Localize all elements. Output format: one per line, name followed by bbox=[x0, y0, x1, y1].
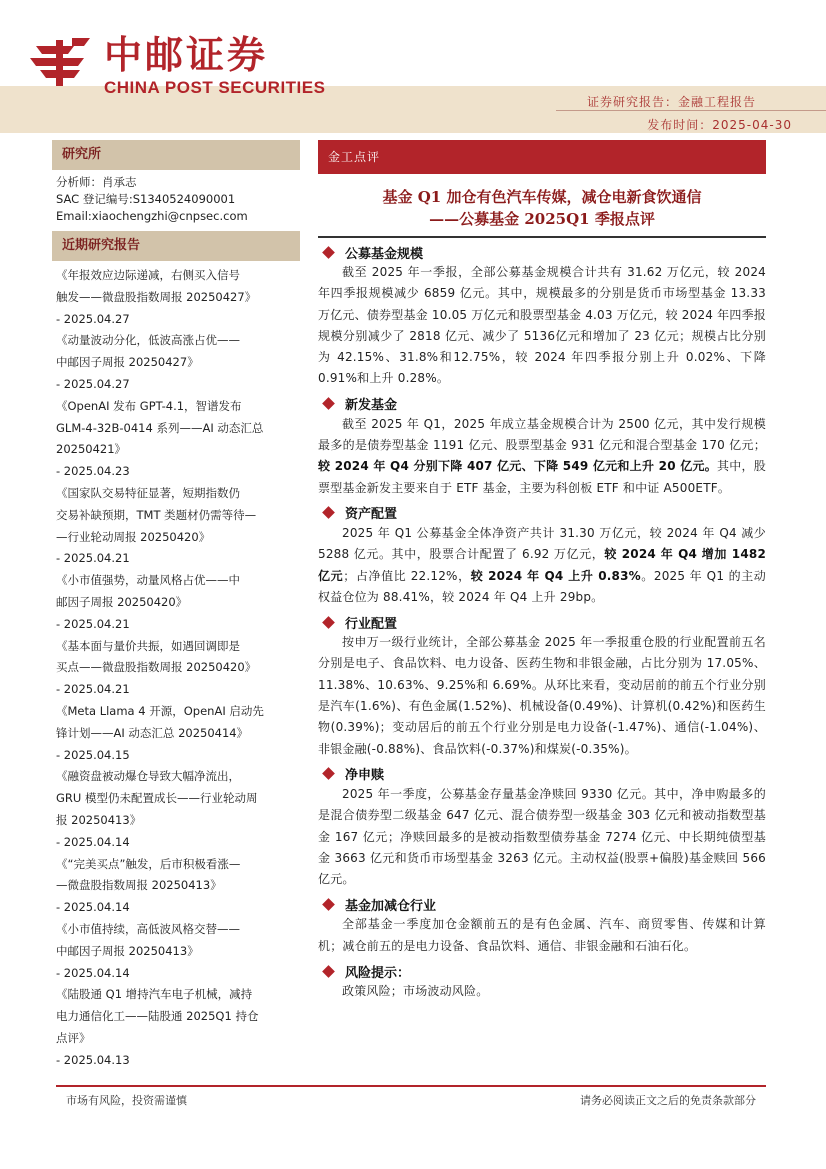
analyst-info bbox=[52, 170, 300, 231]
brand-name-cn: 中邮证券 bbox=[104, 32, 269, 77]
section-position-changes bbox=[318, 894, 766, 957]
report-title: 《基本面与量价共振，如遇回调即是 买点——微盘股指数周报 20250420》 bbox=[56, 638, 257, 675]
section-heading: 风险提示： bbox=[345, 965, 411, 981]
section-heading: 净申赎 bbox=[345, 768, 385, 784]
diamond-bullet-icon bbox=[322, 768, 335, 781]
section-heading: 公募基金规模 bbox=[345, 246, 424, 262]
report-title: 《小市值强势，动量风格占优——中 邮因子周报 20250420》 bbox=[56, 573, 240, 609]
list-item[interactable] bbox=[56, 766, 300, 853]
footer-disclaimer: 请务必阅读正文之后的免责条款部分 bbox=[580, 1094, 756, 1107]
report-title: 《“完美买点”触发，后市积极看涨— —微盘股指数周报 20250413》 bbox=[56, 856, 241, 893]
report-title: 《小市值持续，高低波风格交替—— 中邮因子周报 20250413》 bbox=[56, 921, 240, 958]
section-paragraph: 2025 年一季度，公募基金存量基金净赎回 9330 亿元。其中，净申购最多的是混合债券型二级基金 647 亿元、混合债券型一级基金 303 亿元和被动指数型基金 167 亿元；净赎回最多的是被动指数型债券基金 7274 亿元、中长期纯债型基金 3663 亿元和货币市场型基金 3263 亿元。主动权益(股票+偏股)基金赎回 566 亿元。 bbox=[318, 786, 766, 887]
section-paragraph: 全部基金一季度加仓金额前五的是有色金属、汽车、商贸零售、传媒和计算机；减仓前五的是电力设备、食品饮料、通信、非银金融和石油石化。 bbox=[318, 917, 766, 953]
section-heading: 基金加减仓行业 bbox=[345, 898, 437, 914]
list-item[interactable] bbox=[56, 265, 300, 330]
list-item[interactable] bbox=[56, 636, 300, 701]
diamond-bullet-icon bbox=[322, 507, 335, 520]
section-heading: 新发基金 bbox=[345, 398, 398, 414]
report-title: 《OpenAI 发布 GPT-4.1，智谱发布 GLM-4-32B-0414 系列——AI 动态汇总 20250421》 bbox=[56, 398, 264, 457]
report-title: 《国家队交易特征显著，短期指数仍 交易补缺预期，TMT 类题材仍需等待— —行业轮动周报 20250420》 bbox=[56, 485, 257, 544]
report-date: - 2025.04.13 bbox=[56, 1052, 130, 1067]
footer-risk-note: 市场有风险，投资需谨慎 bbox=[66, 1094, 187, 1107]
section-risk bbox=[318, 961, 766, 1002]
institute-heading: 研究所 bbox=[52, 140, 300, 170]
section-paragraph: 截至 2025 年一季报，全部公募基金规模合计共有 31.62 万亿元，较 2024 年四季报规模减少 6859 亿元。其中，规模最多的分别是货币市场型基金 13.33 万亿元、债券型基金 10.05 万亿元和股票型基金 4.03 万亿元，较 2024 年四季报规模分别减少了 2818 亿元、减少了 5136亿元和增加了 23 亿元；规模占比分别为 42.15%、31.8%和12.75%，较 2024 年四季报分别上升 0.02%、下降 0.91%和上升 0.28%。 bbox=[318, 265, 766, 386]
report-title: 《陆股通 Q1 增持汽车电子机械，减持 电力通信化工——陆股通 2025Q1 持仓 点评》 bbox=[56, 987, 259, 1045]
analyst-email: Email:xiaochengzhi@cnpsec.com bbox=[56, 209, 248, 223]
report-date: - 2025.04.23 bbox=[56, 464, 130, 479]
list-item[interactable] bbox=[56, 570, 300, 635]
section-asset-allocation bbox=[318, 503, 766, 608]
list-item[interactable] bbox=[56, 984, 300, 1071]
report-date: - 2025.04.27 bbox=[56, 311, 130, 326]
report-date: - 2025.04.21 bbox=[56, 616, 130, 631]
section-paragraph: 政策风险；市场波动风险。 bbox=[342, 984, 489, 999]
list-item[interactable] bbox=[56, 919, 300, 984]
list-item[interactable] bbox=[56, 854, 300, 919]
section-paragraph: 按申万一级行业统计，全部公募基金 2025 年一季报重仓股的行业配置前五名分别是电子、食品饮料、电力设备、医药生物和非银金融，占比分别为 17.05%、11.38%、10.63%、9.25%和 6.69%。从环比来看，变动居前的前五个行业分别是汽车(1.6%)、有色金属(1.52%)、机械设备(0.49%)、计算机(0.42%)和医药生物(0.39%)；变动居后的前五个行业分别是电力设备(-1.47%)、通信(-1.04%)、非银金融(-0.88%)、食品饮料(-0.37%)和煤炭(-0.35%)。 bbox=[318, 635, 766, 756]
list-item[interactable] bbox=[56, 483, 300, 570]
section-industry-allocation bbox=[318, 612, 766, 760]
analyst-name: 分析师：肖承志 bbox=[56, 175, 137, 189]
list-item[interactable] bbox=[56, 396, 300, 483]
page-title: 基金 Q1 加仓有色汽车传媒，减仓电新食饮通信 bbox=[382, 188, 702, 206]
publish-time: 发布时间：2025-04-30 bbox=[647, 118, 792, 132]
section-heading: 行业配置 bbox=[345, 616, 398, 632]
diamond-bullet-icon bbox=[322, 616, 335, 629]
report-date: - 2025.04.21 bbox=[56, 551, 130, 566]
brand-name-en: CHINA POST SECURITIES bbox=[104, 78, 326, 97]
category-bar: 金工点评 bbox=[318, 140, 766, 174]
footer-divider bbox=[56, 1085, 766, 1087]
left-sidebar bbox=[52, 140, 300, 1071]
diamond-bullet-icon bbox=[322, 898, 335, 911]
diamond-bullet-icon bbox=[322, 965, 335, 978]
report-date: - 2025.04.27 bbox=[56, 376, 130, 391]
list-item[interactable] bbox=[56, 330, 300, 395]
report-date: - 2025.04.15 bbox=[56, 747, 130, 762]
report-date: - 2025.04.14 bbox=[56, 834, 130, 849]
section-new-funds bbox=[318, 394, 766, 499]
main-content bbox=[318, 140, 766, 1002]
report-title-block bbox=[318, 186, 766, 230]
section-heading: 资产配置 bbox=[345, 507, 398, 523]
report-title: 《融资盘被动爆仓导致大幅净流出， GRU 模型仍未配置成长——行业轮动周 报 20250413》 bbox=[56, 769, 258, 827]
page-subtitle: ——公募基金 2025Q1 季报点评 bbox=[429, 210, 655, 228]
sac-number: SAC 登记编号:S1340524090001 bbox=[56, 192, 236, 206]
report-date: - 2025.04.14 bbox=[56, 965, 130, 980]
section-fund-size bbox=[318, 242, 766, 390]
report-date: - 2025.04.14 bbox=[56, 900, 130, 915]
list-item[interactable] bbox=[56, 701, 300, 766]
recent-reports-heading: 近期研究报告 bbox=[52, 231, 300, 261]
report-date: - 2025.04.21 bbox=[56, 682, 130, 697]
recent-reports-list bbox=[52, 261, 300, 1071]
title-divider bbox=[318, 236, 766, 238]
report-title: 《Meta Llama 4 开源，OpenAI 启动先 锋计划——AI 动态汇总 20250414》 bbox=[56, 703, 264, 740]
section-paragraph: 截至 2025 年 Q1，2025 年成立基金规模合计为 2500 亿元，其中发行规模最多的是债券型基金 1191 亿元、股票型基金 931 亿元和混合型基金 170 亿元；较 2024 年 Q4 分别下降 407 亿元、下降 549 亿元和上升 20 亿元。其中，股票型基金新发主要来自于 ETF 基金，主要为科创板 ETF 和中证 A500ETF。 bbox=[318, 416, 766, 495]
diamond-bullet-icon bbox=[322, 397, 335, 410]
diamond-bullet-icon bbox=[322, 246, 335, 259]
header-rule bbox=[556, 110, 826, 111]
report-type: 证券研究报告：金融工程报告 bbox=[586, 95, 756, 109]
report-title: 《动量波动分化，低波高涨占优—— 中邮因子周报 20250427》 bbox=[56, 333, 240, 370]
china-post-logo-icon bbox=[28, 36, 92, 88]
report-title: 《年报效应边际递减，右侧买入信号 触发——微盘股指数周报 20250427》 bbox=[56, 268, 257, 304]
section-paragraph: 2025 年 Q1 公募基金全体净资产共计 31.30 万亿元，较 2024 年 Q4 减少 5288 亿元。其中，股票合计配置了 6.92 万亿元，较 2024 年 Q4 增加 1482 亿元；占净值比 22.12%，较 2024 年 Q4 上升 0.83%。2025 年 Q1 的主动权益仓位为 88.41%，较 2024 年 Q4 上升 29bp。 bbox=[318, 525, 767, 604]
section-net-redemption bbox=[318, 764, 766, 890]
